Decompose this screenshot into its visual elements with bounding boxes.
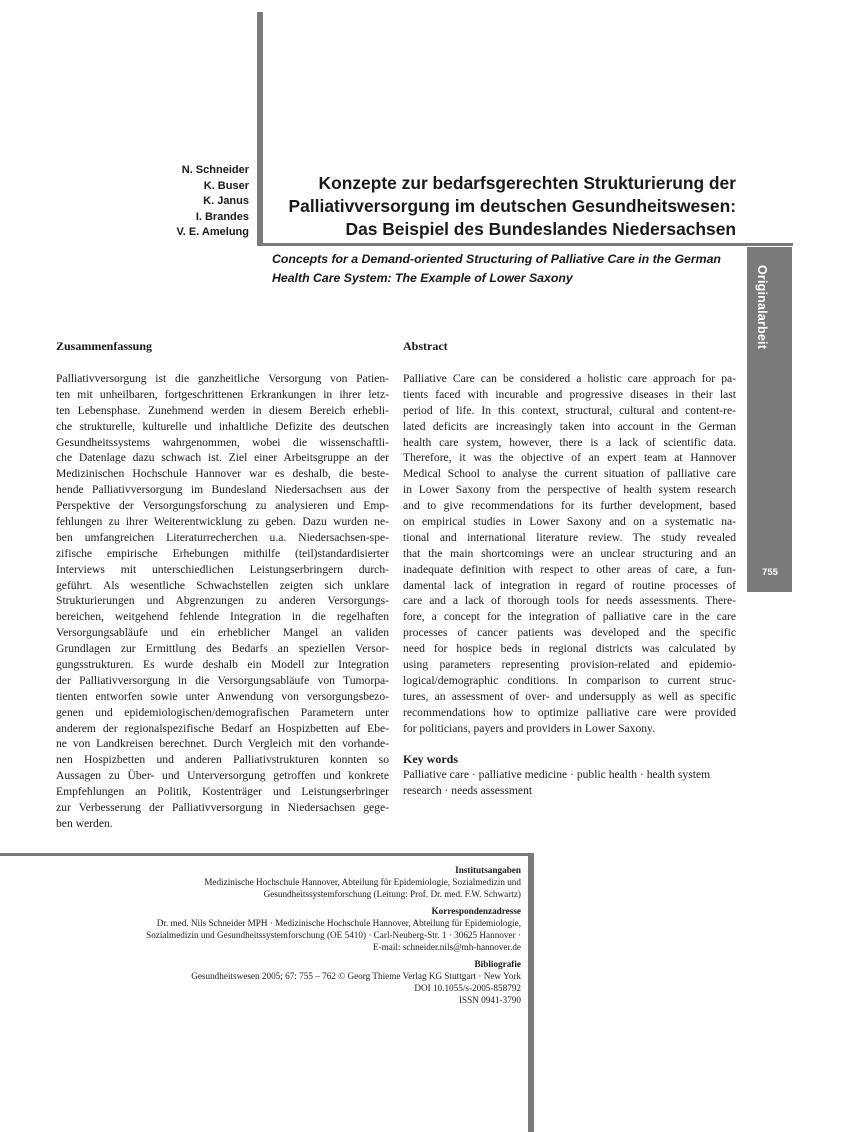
body-line: fehlungen zu ihrer Weiterentwicklung zu geben. Dazu wurden ne- xyxy=(56,515,389,529)
body-line: in Lower Saxony from the perspective of health system research xyxy=(403,483,736,497)
body-line: Palliativversorgung ist die ganzheitliche Versorgung von Patien- xyxy=(56,372,389,385)
body-line: Perspektive der Versorgungsforschung zu analysieren und Emp- xyxy=(56,499,389,513)
body-line: tures, an assessment of over- and undersupply as well as specific xyxy=(403,689,736,703)
author: V. E. Amelung xyxy=(176,226,249,238)
body-line: Aussagen zu Über- und Unterversorgung getroffen und konkrete xyxy=(56,769,389,783)
body-line: tienten entworfen sowie unter Anwendung von versorgungsbezo- xyxy=(56,689,389,703)
paper-title xyxy=(266,172,736,241)
body-line: inadequate definition with respect to other areas of care, a fun- xyxy=(403,562,736,576)
body-line: zur Verbesserung der Palliativversorgung in Niedersachsen gege- xyxy=(56,801,389,815)
body-line: tional and international literature review. The study revealed xyxy=(403,530,736,544)
body-line: lated deficits are increasingly taken into account in the German xyxy=(403,419,736,433)
title-line: Palliativversorgung im deutschen Gesundheitswesen: xyxy=(288,196,736,216)
body-line: for politicians, payers and providers in Lower Saxony. xyxy=(403,721,655,735)
body-line: tients faced with incurable and progressive diseases in their last xyxy=(403,387,736,401)
zusammenfassung-heading: Zusammenfassung xyxy=(56,339,153,353)
body-line: ne von Landkreisen berechnet. Durch Vergleich mit den vorhande- xyxy=(56,737,389,751)
body-line: Grundlagen zur Ermittlung des Bedarfs an speziellen Versor- xyxy=(56,642,389,656)
body-line: gungsstrukturen. Es wurde deshalb ein Modell zur Integration xyxy=(56,658,389,672)
institution-heading: Institutsangaben xyxy=(455,865,521,875)
body-line: ben umfangreichen Literaturrecherchen u.a. Niedersachsen-spe- xyxy=(56,530,389,544)
body-line: Versorgungsabläufe und ein erheblicher Mangel an validen xyxy=(56,626,389,640)
author-list xyxy=(130,163,249,241)
article-type-tab xyxy=(747,247,792,592)
body-line: care and a lack of thorough tools for needs assessments. There- xyxy=(403,594,736,608)
body-line: Medical School to analyse the current situation of palliative care xyxy=(403,467,736,481)
bibliography-line: ISSN 0941-3790 xyxy=(458,995,521,1005)
bibliography-line: Gesundheitswesen 2005; 67: 755 – 762 © Georg Thieme Verlag KG Stuttgart · New York xyxy=(191,971,521,981)
body-line: che Datenlage dazu schwach ist. Ziel einer Arbeitsgruppe an der xyxy=(56,451,389,465)
body-line: Therefore, it was the objective of an expert team at Hannover xyxy=(403,451,736,465)
body-line: genen und epidemiologischen/demografischen Parametern unter xyxy=(56,705,389,719)
body-line: processes of cancer patients was developed and the specific xyxy=(403,626,736,640)
body-line: bereichen, weitgehend fehlende Integration in die regelhaften xyxy=(56,610,389,624)
body-line: damental lack of integration in regard of routine processes of xyxy=(403,578,736,592)
zusammenfassung-body xyxy=(56,371,389,832)
footer-rule xyxy=(0,853,534,856)
body-line: Interviews mit unterschiedlichen Leistungserbringern durch- xyxy=(56,562,389,576)
body-line: and to give recommendations for its further development, based xyxy=(403,499,736,513)
keywords-line: research · needs assessment xyxy=(403,784,533,797)
body-line: logical/demographic conditions. In comparison to current struc- xyxy=(403,673,736,687)
vertical-rule-top xyxy=(257,12,263,246)
body-line: Strukturierungen und Abgrenzungen zu anderen Versorgungs- xyxy=(56,594,389,608)
correspondence-line: Sozialmedizin und Gesundheitssystemforschung (OE 5410) · Carl-Neuberg-Str. 1 · 30625 Hannover · xyxy=(146,930,521,940)
bibliography-heading: Bibliografie xyxy=(474,959,521,969)
abstract-heading: Abstract xyxy=(403,339,448,353)
bibliography-line: DOI 10.1055/s-2005-858792 xyxy=(414,983,521,993)
body-line: anderem der regionalspezifische Bedarf an Hospizbetten auf Ebe- xyxy=(56,721,389,735)
body-line: ten mit unheilbaren, fortgeschrittenen Erkrankungen in ihrer letz- xyxy=(56,387,389,401)
body-line: recommendations how to optimize palliative care were provided xyxy=(403,705,736,719)
body-line: Gesundheitssystems wahrgenommen, wobei die wissenschaftli- xyxy=(56,435,389,449)
body-line: need for hospice beds in regional districts was calculated by xyxy=(403,642,736,656)
body-line: Palliative Care can be considered a holistic care approach for pa- xyxy=(403,372,736,385)
author: I. Brandes xyxy=(195,210,249,223)
institution-line: Medizinische Hochschule Hannover, Abteilung für Epidemiologie, Sozialmedizin und xyxy=(204,877,521,887)
body-line: Medizinischen Hochschule Hannover war es deshalb, die beste- xyxy=(56,467,389,481)
author: N. Schneider xyxy=(181,164,249,176)
keywords-heading: Key words xyxy=(403,752,458,766)
body-line: che strukturelle, kulturelle und inhaltliche Defizite des deutschen xyxy=(56,419,389,433)
author: K. Buser xyxy=(203,179,249,192)
author: K. Janus xyxy=(203,195,249,207)
subtitle-line: Concepts for a Demand-oriented Structuring of Palliative Care in the German xyxy=(272,252,721,266)
page-number: 755 xyxy=(762,567,778,578)
institution-line: Gesundheitssystemforschung (Leitung: Prof. Dr. med. F.W. Schwartz) xyxy=(263,889,521,899)
body-line: that the main shortcomings were an unclear structuring and an xyxy=(403,546,736,560)
keywords-line: Palliative care · palliative medicine · public health · health system xyxy=(403,768,711,781)
body-line: on empirical studies in Lower Saxony and on a systematic na- xyxy=(403,515,736,529)
body-line: health care system, however, there is a lack of scientific data. xyxy=(403,435,736,449)
subtitle-line: Health Care System: The Example of Lower Saxony xyxy=(272,271,573,285)
body-line: zifische empirische Erhebungen mithilfe (teil)standardisierter xyxy=(56,546,389,560)
body-line: period of life. In this context, structural, cultural and content-re- xyxy=(403,403,736,417)
vertical-rule-bottom xyxy=(528,855,534,1132)
body-line: using parameters representing provision-related and epidemio- xyxy=(403,658,736,672)
title-line: Konzepte zur bedarfsgerechten Strukturierung der xyxy=(318,173,736,193)
correspondence-line: Dr. med. Nils Schneider MPH · Medizinische Hochschule Hannover, Abteilung für Epidemiologie, xyxy=(156,918,521,928)
title-rule xyxy=(257,243,793,246)
correspondence-heading: Korrespondenzadresse xyxy=(431,906,521,916)
body-line: Empfehlungen an Politik, Kostenträger und Leistungserbringer xyxy=(56,785,389,799)
abstract-body xyxy=(403,371,736,736)
title-line: Das Beispiel des Bundeslandes Niedersachsen xyxy=(345,219,736,239)
english-title xyxy=(272,250,742,288)
body-line: geführt. Als wesentliche Schwachstellen zeigten sich unklare xyxy=(56,578,389,592)
institution-info xyxy=(60,864,521,1006)
correspondence-line: E-mail: schneider.nils@mh-hannover.de xyxy=(372,942,521,952)
body-line: ten Lebensphase. Zunehmend werden in diesem Bereich erhebli- xyxy=(56,403,389,417)
article-type-label: Originalarbeit xyxy=(755,265,769,350)
body-line: fore, a concept for the integration of palliative care in the care xyxy=(403,610,736,624)
keywords-body xyxy=(403,767,743,799)
body-line: der Palliativversorgung in die Versorgungsabläufe von Tumorpa- xyxy=(56,673,389,687)
body-line: nen Hospizbetten und anderen Palliativstrukturen konnten so xyxy=(56,753,389,767)
body-line: ben werden. xyxy=(56,816,113,830)
body-line: hende Palliativversorgung im Bundesland Niedersachsen aus der xyxy=(56,483,389,497)
